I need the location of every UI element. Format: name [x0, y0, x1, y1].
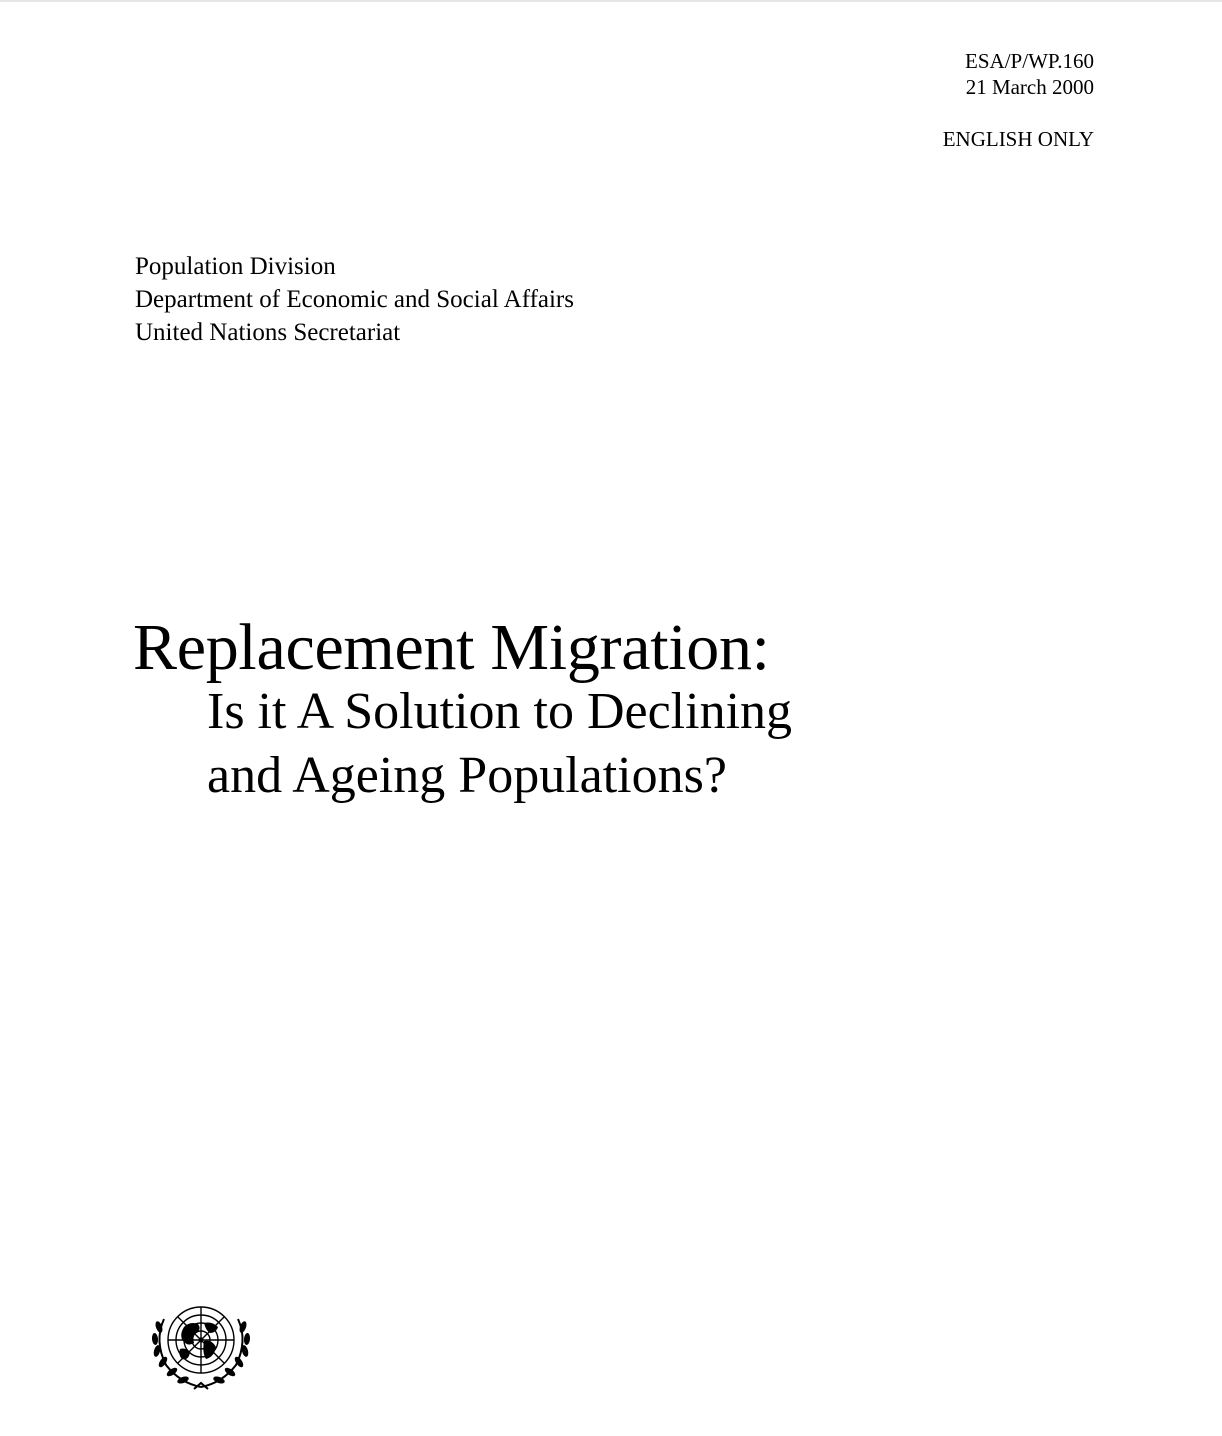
un-emblem-icon — [146, 1297, 256, 1393]
organization-block — [135, 250, 574, 349]
secretariat-name: United Nations Secretariat — [135, 319, 401, 346]
page-top-border — [0, 0, 1222, 2]
document-symbol: ESA/P/WP.160 — [965, 49, 1094, 73]
subtitle-line-1: Is it A Solution to Declining — [207, 683, 793, 740]
document-date: 21 March 2000 — [965, 75, 1094, 99]
subtitle-line-2: and Ageing Populations? — [207, 747, 727, 804]
language-note: ENGLISH ONLY — [942, 127, 1094, 151]
page-title: Replacement Migration: — [133, 611, 770, 684]
document-metadata — [943, 48, 1094, 152]
department-name: Department of Economic and Social Affairs — [135, 286, 574, 313]
division-name: Population Division — [135, 253, 336, 280]
title-block — [133, 608, 792, 808]
